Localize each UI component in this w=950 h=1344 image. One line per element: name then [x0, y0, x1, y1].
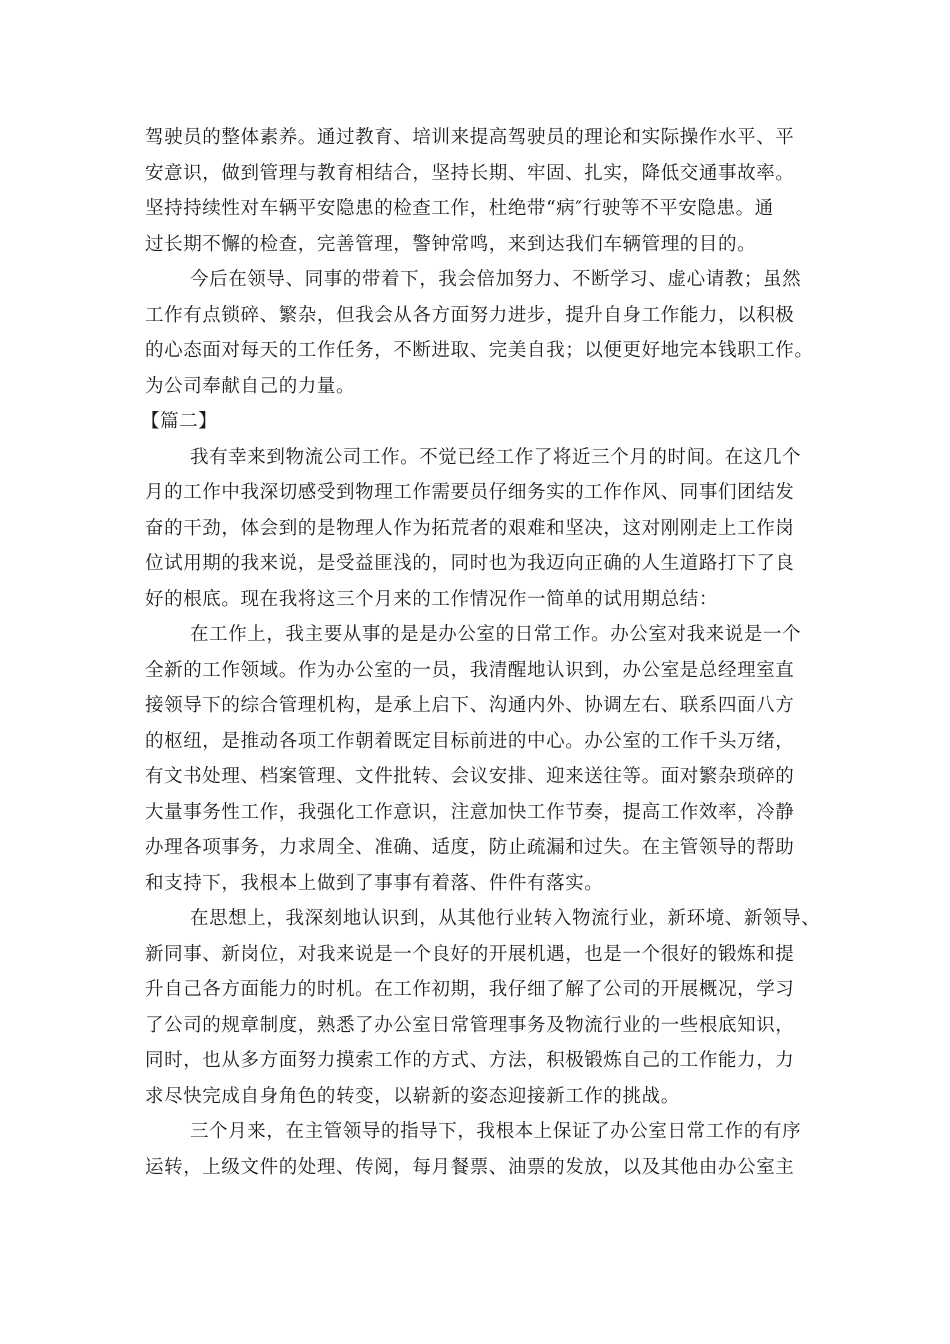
text-line: 接领导下的综合管理机构，是承上启下、沟通内外、协调左右、联系四面八方	[145, 695, 795, 716]
section-heading: 【篇二】	[141, 411, 218, 432]
text-line: 好的根底。现在我将这三个月来的工作情况作一简单的试用期总结：	[145, 588, 719, 610]
text-line: 的心态面对每天的工作任务，不断进取、完美自我；以便更好地完本钱职工作。	[145, 340, 814, 361]
text-line: 为公司奉献自己的力量。	[145, 375, 356, 397]
text-line: 工作有点锁碎、繁杂，但我会从各方面努力进步，提升自身工作能力，以积极	[145, 304, 795, 326]
text-line: 新同事、新岗位，对我来说是一个良好的开展机遇，也是一个很好的锻炼和提	[145, 943, 795, 965]
text-line: 了公司的规章制度，熟悉了办公室日常管理事务及物流行业的一些根底知识，	[145, 1014, 795, 1036]
text-line: 我有幸来到物流公司工作。不觉已经工作了将近三个月的时间。在这几个	[190, 446, 802, 468]
text-line: 在工作上，我主要从事的是是办公室的日常工作。办公室对我来说是一个	[190, 624, 802, 645]
text-line: 月的工作中我深切感受到物理工作需要员仔细务实的工作作风、同事们团结发	[145, 482, 795, 503]
text-line: 运转，上级文件的处理、传阅，每月餐票、油票的发放，以及其他由办公室主	[145, 1156, 795, 1178]
text-line: 同时，也从多方面努力摸索工作的方式、方法，积极锻炼自己的工作能力，力	[145, 1050, 795, 1071]
text-line: 奋的干劲，体会到的是物理人作为拓荒者的艰难和坚决，这对刚刚走上工作岗	[145, 517, 795, 539]
text-line: 今后在领导、同事的带着下，我会倍加努力、不断学习、虚心请教；虽然	[190, 269, 802, 290]
text-line: 驾驶员的整体素养。通过教育、培训来提高驾驶员的理论和实际操作水平、平	[145, 127, 795, 148]
text-line: 过长期不懈的检查，完善管理，警钟常鸣，来到达我们车辆管理的目的。	[145, 233, 757, 255]
text-line: 大量事务性工作，我强化工作意识，注意加快工作节奏，提高工作效率，冷静	[145, 801, 795, 823]
document-body	[141, 120, 825, 1185]
text-line: 的枢纽，是推动各项工作朝着既定目标前进的中心。办公室的工作千头万绪，	[145, 730, 795, 752]
text-line: 安意识，做到管理与教育相结合，坚持长期、牢固、扎实，降低交通事故率。	[145, 162, 795, 184]
text-line: 办理各项事务，力求周全、准确、适度，防止疏漏和过失。在主管领导的帮助	[145, 837, 795, 858]
text-line: 和支持下，我根本上做到了事事有着落、件件有落实。	[145, 872, 604, 894]
text-line: 坚持持续性对车辆平安隐患的检查工作，杜绝带“病″行驶等不平安隐患。通	[145, 198, 774, 219]
text-line: 位试用期的我来说，是受益匪浅的，同时也为我迈向正确的人生道路打下了良	[145, 553, 795, 574]
text-line: 升自己各方面能力的时机。在工作初期，我仔细了解了公司的开展概况，学习	[145, 979, 795, 1000]
text-line: 全新的工作领域。作为办公室的一员，我清醒地认识到，办公室是总经理室直	[145, 659, 795, 681]
text-line: 三个月来，在主管领导的指导下，我根本上保证了办公室日常工作的有序	[190, 1121, 802, 1142]
text-line: 在思想上，我深刻地认识到，从其他行业转入物流行业，新环境、新领导、	[190, 908, 821, 929]
text-line: 求尽快完成自身角色的转变，以崭新的姿态迎接新工作的挑战。	[145, 1085, 680, 1107]
text-line: 有文书处理、档案管理、文件批转、会议安排、迎来送往等。面对繁杂琐碎的	[145, 766, 795, 787]
